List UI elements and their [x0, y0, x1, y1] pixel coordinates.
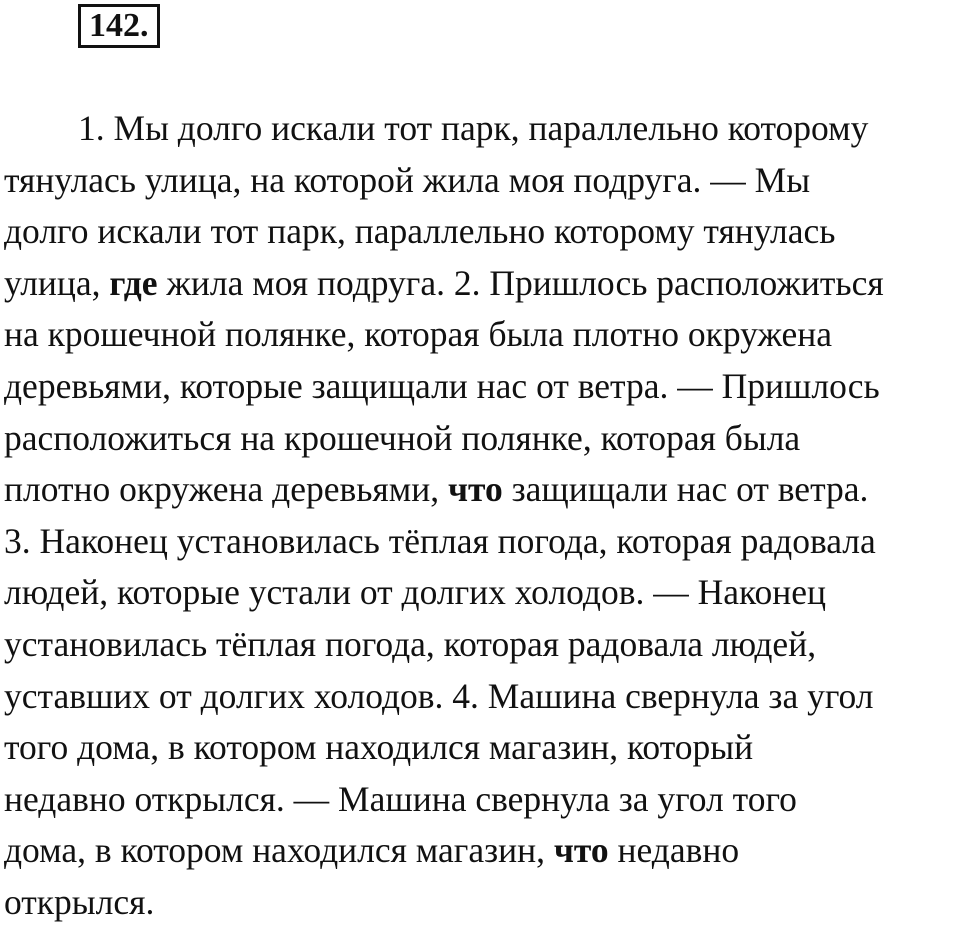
text-line — [4, 258, 960, 310]
text-line — [4, 413, 960, 465]
text-segment: 3. Наконец установилась тёплая погода, которая радовала — [4, 520, 876, 561]
text-segment: расположиться на крошечной полянке, которая была — [4, 417, 801, 458]
text-segment: дома, в котором находился магазин, — [4, 830, 554, 871]
text-segment: на крошечной полянке, которая была плотно окружена — [4, 314, 833, 355]
text-line — [4, 722, 960, 774]
text-line — [4, 206, 960, 258]
text-line — [4, 619, 960, 671]
text-line — [4, 877, 960, 929]
text-segment: плотно окружена деревьями, — [4, 469, 448, 510]
text-segment: людей, которые устали от долгих холодов. — Наконец — [4, 572, 826, 613]
text-segment: улица, — [4, 262, 110, 303]
text-segment: защищали нас от ветра. — [502, 469, 869, 510]
text-line — [4, 567, 960, 619]
exercise-number: 142. — [89, 7, 149, 44]
text-line — [4, 464, 960, 516]
text-segment: уставших от долгих холодов. 4. Машина свернула за угол — [4, 675, 874, 716]
text-line — [4, 825, 960, 877]
text-segment: долго искали тот парк, параллельно которому тянулась — [4, 211, 836, 252]
text-segment: открылся. — [4, 881, 155, 922]
text-line — [4, 361, 960, 413]
text-line — [4, 516, 960, 568]
text-segment: недавно — [608, 830, 740, 871]
text-line — [4, 309, 960, 361]
text-segment: жила моя подруга. 2. Пришлось расположиться — [157, 262, 884, 303]
text-segment: деревьями, которые защищали нас от ветра. — Пришлось — [4, 365, 880, 406]
highlighted-word: что — [553, 830, 609, 871]
text-segment: недавно открылся. — Машина свернула за угол того — [4, 778, 797, 819]
text-segment: 1. Мы долго искали тот парк, параллельно которому — [78, 108, 869, 148]
exercise-number-box — [78, 4, 160, 48]
text-line — [4, 774, 960, 826]
text-line — [4, 103, 960, 155]
text-segment: установилась тёплая погода, которая радовала людей, — [4, 623, 817, 664]
text-segment: тянулась улица, на которой жила моя подруга. — Мы — [4, 159, 811, 200]
text-segment: того дома, в котором находился магазин, который — [4, 727, 754, 768]
highlighted-word: где — [109, 262, 158, 303]
text-line — [4, 155, 960, 207]
highlighted-word: что — [447, 469, 503, 510]
text-line — [4, 671, 960, 723]
exercise-text — [4, 103, 960, 929]
